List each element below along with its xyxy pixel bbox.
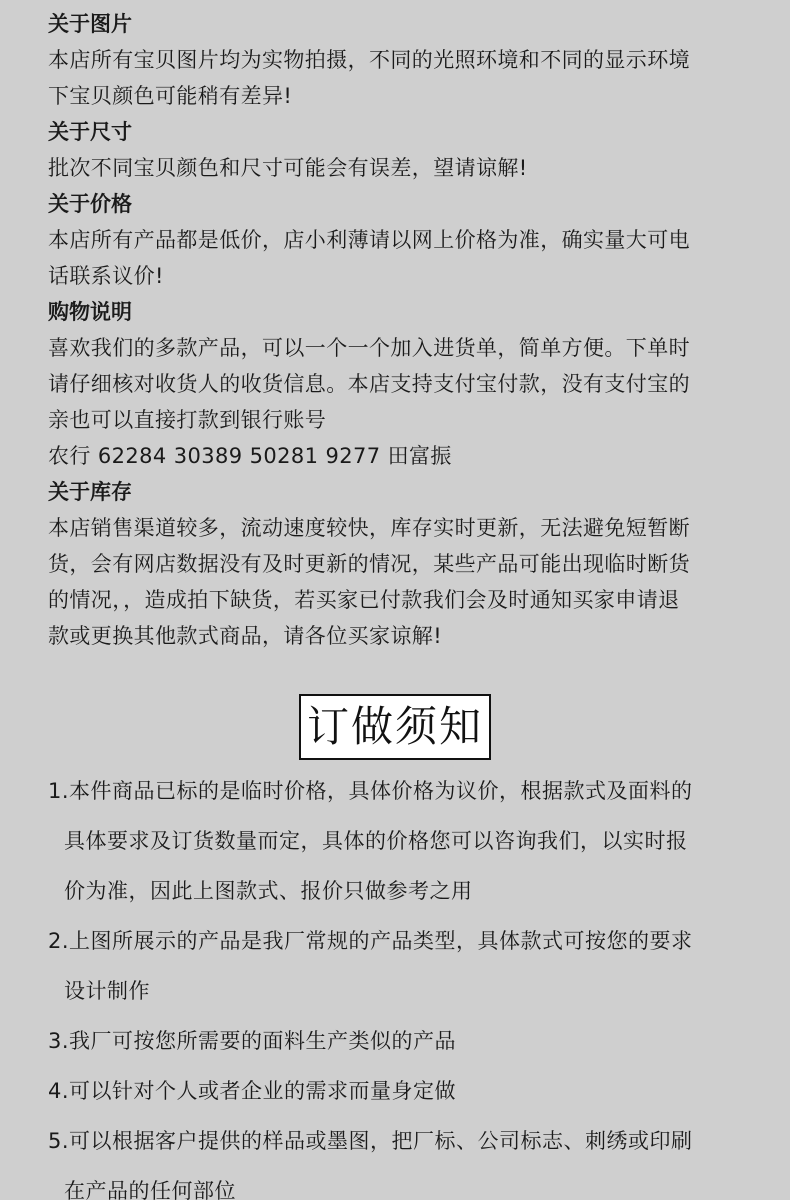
section-about-stock — [48, 474, 748, 654]
order-notice-list — [48, 766, 768, 1200]
item-line: 1.本件商品已标的是临时价格，具体价格为议价，根据款式及面料的 — [48, 779, 693, 803]
order-notice-banner-wrap — [0, 694, 790, 760]
body-line: 款或更换其他款式商品，请各位买家谅解! — [48, 624, 443, 648]
body-line: 的情况，，造成拍下缺货，若买家已付款我们会及时通知买家申请退 — [48, 588, 680, 612]
item-line: 2.上图所展示的产品是我厂常规的产品类型，具体款式可按您的要求 — [48, 929, 693, 953]
section-about-price — [48, 186, 748, 294]
section-body — [48, 150, 748, 186]
item-line: 设计制作 — [64, 979, 150, 1003]
order-notice-item — [48, 766, 768, 916]
section-heading: 关于尺寸 — [48, 120, 132, 144]
body-line: 本店销售渠道较多，流动速度较快，库存实时更新，无法避免短暂断 — [48, 516, 690, 540]
item-line: 3.我厂可按您所需要的面料生产类似的产品 — [48, 1029, 457, 1053]
item-line: 4.可以针对个人或者企业的需求而量身定做 — [48, 1079, 457, 1103]
order-notice-item — [48, 1016, 768, 1066]
item-line: 在产品的任何部位 — [64, 1179, 236, 1200]
section-body — [48, 222, 748, 294]
body-line: 喜欢我们的多款产品，可以一个一个加入进货单，简单方便。下单时 — [48, 336, 690, 360]
body-line: 本店所有宝贝图片均为实物拍摄，不同的光照环境和不同的显示环境 — [48, 48, 690, 72]
body-line: 亲也可以直接打款到银行账号 — [48, 408, 327, 432]
section-body — [48, 510, 748, 654]
item-line: 具体要求及订货数量而定，具体的价格您可以咨询我们，以实时报 — [64, 829, 688, 853]
order-notice-item — [48, 916, 768, 1016]
item-line: 5.可以根据客户提供的样品或墨图，把厂标、公司标志、刺绣或印刷 — [48, 1129, 693, 1153]
bank-account-line: 农行 62284 30389 50281 9277 田富振 — [48, 444, 452, 468]
section-shopping-guide — [48, 294, 748, 474]
section-heading: 关于图片 — [48, 12, 132, 36]
body-line: 批次不同宝贝颜色和尺寸可能会有误差，望请谅解! — [48, 156, 528, 180]
body-line: 本店所有产品都是低价，店小利薄请以网上价格为准，确实量大可电 — [48, 228, 690, 252]
section-heading: 购物说明 — [48, 300, 132, 324]
section-about-size — [48, 114, 748, 186]
body-line: 货，会有网店数据没有及时更新的情况，某些产品可能出现临时断货 — [48, 552, 690, 576]
order-notice-item — [48, 1116, 768, 1200]
body-line: 下宝贝颜色可能稍有差异! — [48, 84, 293, 108]
section-body — [48, 42, 748, 114]
item-line: 价为准，因此上图款式、报价只做参考之用 — [64, 879, 473, 903]
body-line: 话联系议价! — [48, 264, 164, 288]
order-notice-item — [48, 1066, 768, 1116]
section-heading: 关于库存 — [48, 480, 132, 504]
section-about-images — [48, 6, 748, 114]
section-body — [48, 330, 748, 474]
body-line: 请仔细核对收货人的收货信息。本店支持支付宝付款，没有支付宝的 — [48, 372, 690, 396]
order-notice-title: 订做须知 — [299, 694, 491, 760]
section-heading: 关于价格 — [48, 192, 132, 216]
